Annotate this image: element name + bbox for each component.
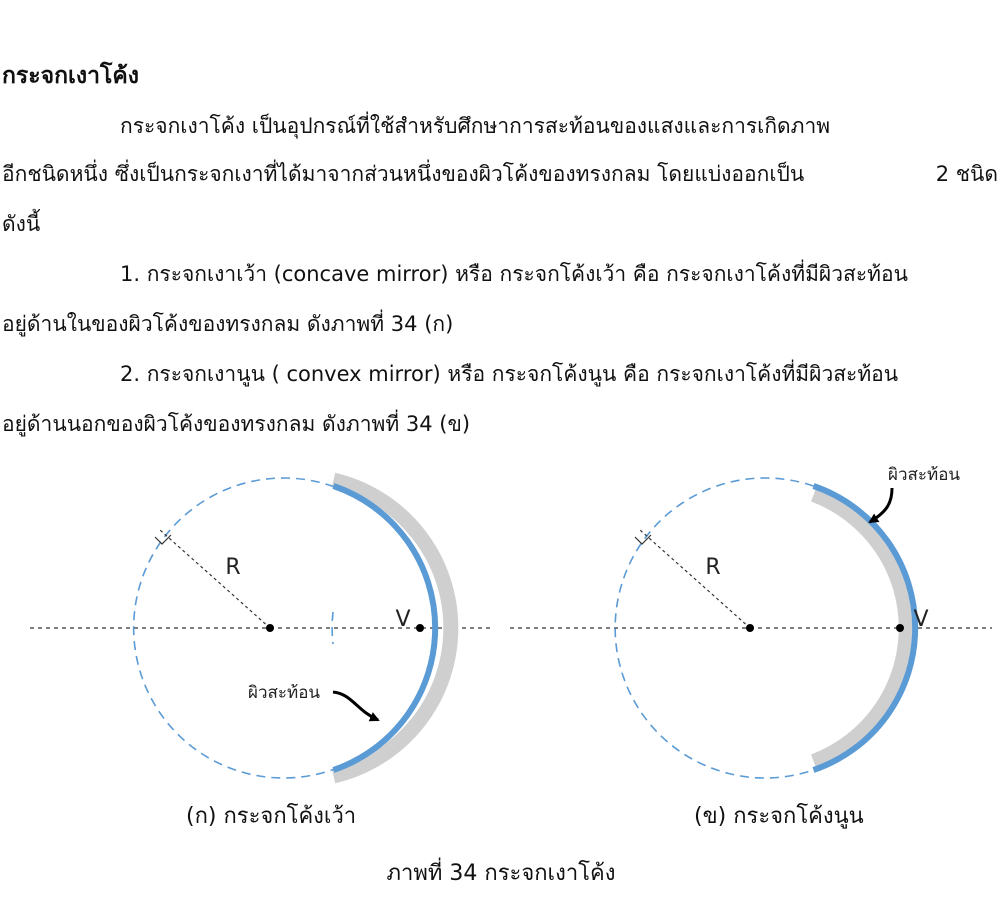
list-item-convex-line-1: 2. กระจกเงานูน ( convex mirror) หรือ กระจกโค้งนูน คือ กระจกเงาโค้งที่มีผิวสะท้อน [120,362,899,386]
concave-mirror-diagram [30,478,492,778]
vertex-label-left: V [395,607,411,632]
convex-mirror-diagram [510,465,992,778]
curved-mirror-figure [0,460,1002,900]
figure-caption-concave: (ก) กระจกโค้งเว้า [186,804,357,829]
paragraph-intro-line-2 [2,158,998,191]
mirror-backing-right [814,495,906,761]
center-point-left [266,624,274,632]
figure-caption-convex: (ข) กระจกโค้งนูน [694,804,864,829]
list-item-convex-line-2: อยู่ด้านนอกของผิวโค้งของทรงกลม ดังภาพที่ 34 (ข) [2,412,471,436]
right-angle-marker-left [155,535,171,544]
vertex-label-right: V [913,607,929,632]
figure-title: ภาพที่ 34 กระจกเงาโค้ง [386,861,616,886]
center-point-right [746,624,754,632]
right-angle-marker-right [635,535,651,544]
radius-label-left: R [225,555,241,580]
vertex-point-left [416,624,424,632]
vertex-point-right [896,624,904,632]
sphere-outline-left [332,612,333,644]
radius-line-left [160,530,270,628]
list-item-concave-line-1: 1. กระจกเงาเว้า (concave mirror) หรือ กระจกโค้งเว้า คือ กระจกเงาโค้งที่มีผิวสะท้อน [120,262,908,286]
paragraph-intro-line-2-count: 2 ชนิด [935,162,998,186]
paragraph-intro-line-2-text: อีกชนิดหนึ่ง ซึ่งเป็นกระจกเงาที่ได้มาจากส่วนหนึ่งของผิวโค้งของทรงกลม โดยแบ่งออกเป็น [2,162,805,186]
surface-arrow-left [333,692,378,720]
paragraph-intro-line-1: กระจกเงาโค้ง เป็นอุปกรณ์ที่ใช้สำหรับศึกษาการสะท้อนของแสงและการเกิดภาพ [120,114,831,138]
list-item-concave-line-2: อยู่ด้านในของผิวโค้งของทรงกลม ดังภาพที่ 34 (ก) [2,312,454,336]
section-heading: กระจกเงาโค้ง [2,63,140,89]
radius-label-right: R [705,555,721,580]
surface-label-right: ผิวสะท้อน [888,465,961,485]
paragraph-intro-line-3: ดังนี้ [2,212,41,236]
surface-label-left: ผิวสะท้อน [248,683,321,703]
radius-line-right [640,530,750,628]
surface-arrow-right [870,488,892,522]
